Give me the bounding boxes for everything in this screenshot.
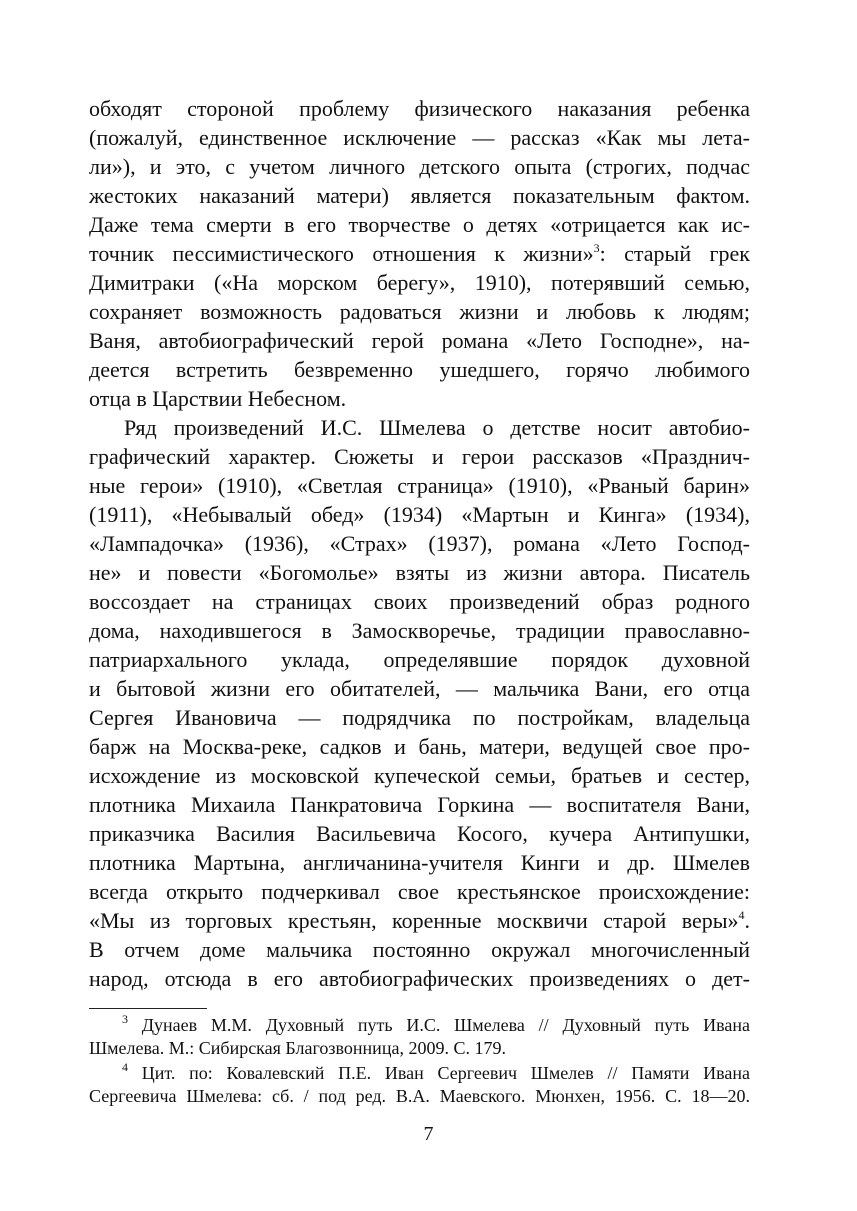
text-line: не» и повести «Богомолье» взяты из жизни автора. Писатель <box>89 560 750 585</box>
footnote-mark: 3 <box>122 1012 128 1026</box>
text-line: барж на Москва-реке, садков и бань, матери, ведущей свое про- <box>89 734 750 759</box>
footnote-ref-4: 4 <box>738 907 745 922</box>
text-line: Сергея Ивановича — подрядчика по постройкам, владельца <box>89 705 750 730</box>
text-line: народ, отсюда в его автобиографических произведениях о дет- <box>89 966 750 991</box>
text-line: Даже тема смерти в его творчестве о детях «отрицается как ис- <box>89 212 750 237</box>
text-line: деется встретить безвременно ушедшего, горячо любимого <box>89 357 750 382</box>
text-line: (пожалуй, единственное исключение — рассказ «Как мы лета- <box>89 125 750 150</box>
paragraph-start-line: Ряд произведений И.С. Шмелева о детстве носит автобио- <box>124 415 750 440</box>
text-line: исхождение из московской купеческой семьи, братьев и сестер, <box>89 763 750 788</box>
footnote-line: Шмелева. М.: Сибирская Благозвонница, 2009. С. 179. <box>89 1038 506 1058</box>
text-line: Димитраки («На морском берегу», 1910), потерявший семью, <box>89 270 750 295</box>
text-line: всегда открыто подчеркивал свое крестьянское происхождение: <box>89 879 750 904</box>
text-line: жестоких наказаний матери) является показательным фактом. <box>89 183 750 208</box>
text-line: и бытовой жизни его обитателей, — мальчика Вани, его отца <box>89 676 750 701</box>
text-line: графический характер. Сюжеты и герои рассказов «Празднич- <box>89 444 750 469</box>
text-line: дома, находившегося в Замоскворечье, традиции православно- <box>89 618 750 643</box>
text-line: плотника Мартына, англичанина-учителя Кинги и др. Шмелев <box>89 850 750 875</box>
text-line: обходят стороной проблему физического наказания ребенка <box>89 96 750 121</box>
text-segment: . <box>744 908 750 933</box>
text-line-with-footnote-ref <box>89 907 750 934</box>
footnote-separator <box>89 1008 207 1009</box>
page-number: 7 <box>423 1123 434 1145</box>
text-line-with-footnote-ref <box>89 240 750 267</box>
text-line: Ваня, автобиографический герой романа «Лето Господне», на- <box>89 328 750 353</box>
text-line: патриархального уклада, определявшие порядок духовной <box>89 647 750 672</box>
footnote-line <box>122 1014 750 1036</box>
text-line: (1911), «Небывалый обед» (1934) «Мартын и Кинга» (1934), <box>89 502 750 527</box>
footnote-mark: 4 <box>122 1060 128 1074</box>
text-segment: «Мы из торговых крестьян, коренные москвичи старой веры» <box>89 908 739 933</box>
text-segment: : старый грек <box>599 241 750 266</box>
footnote-line <box>122 1062 750 1084</box>
footnote-text: Дунаев М.М. Духовный путь И.С. Шмелева // Духовный путь Ивана <box>141 1015 750 1035</box>
text-line: «Лампадочка» (1936), «Страх» (1937), романа «Лето Господ- <box>89 531 750 556</box>
text-line: сохраняет возможность радоваться жизни и любовь к людям; <box>89 299 750 324</box>
footnote-text: Цит. по: Ковалевский П.Е. Иван Сергеевич Шмелев // Памяти Ивана <box>141 1063 751 1083</box>
text-line: В отчем доме мальчика постоянно окружал многочисленный <box>89 937 750 962</box>
text-line: отца в Царствии Небесном. <box>89 386 347 411</box>
text-line: ли»), и это, с учетом личного детского опыта (строгих, подчас <box>89 154 750 179</box>
footnote-line: Сергеевича Шмелева: сб. / под ред. В.А. Маевского. Мюнхен, 1956. С. 18—20. <box>89 1086 750 1106</box>
text-line: приказчика Василия Васильевича Косого, кучера Антипушки, <box>89 821 750 846</box>
text-line: ные герои» (1910), «Светлая страница» (1910), «Рваный барин» <box>89 473 750 498</box>
text-line: плотника Михаила Панкратовича Горкина — воспитателя Вани, <box>89 792 750 817</box>
text-line: воссоздает на страницах своих произведений образ родного <box>89 589 750 614</box>
text-segment: точник пессимистического отношения к жизни» <box>89 241 594 266</box>
footnote-ref-3: 3 <box>593 240 600 255</box>
